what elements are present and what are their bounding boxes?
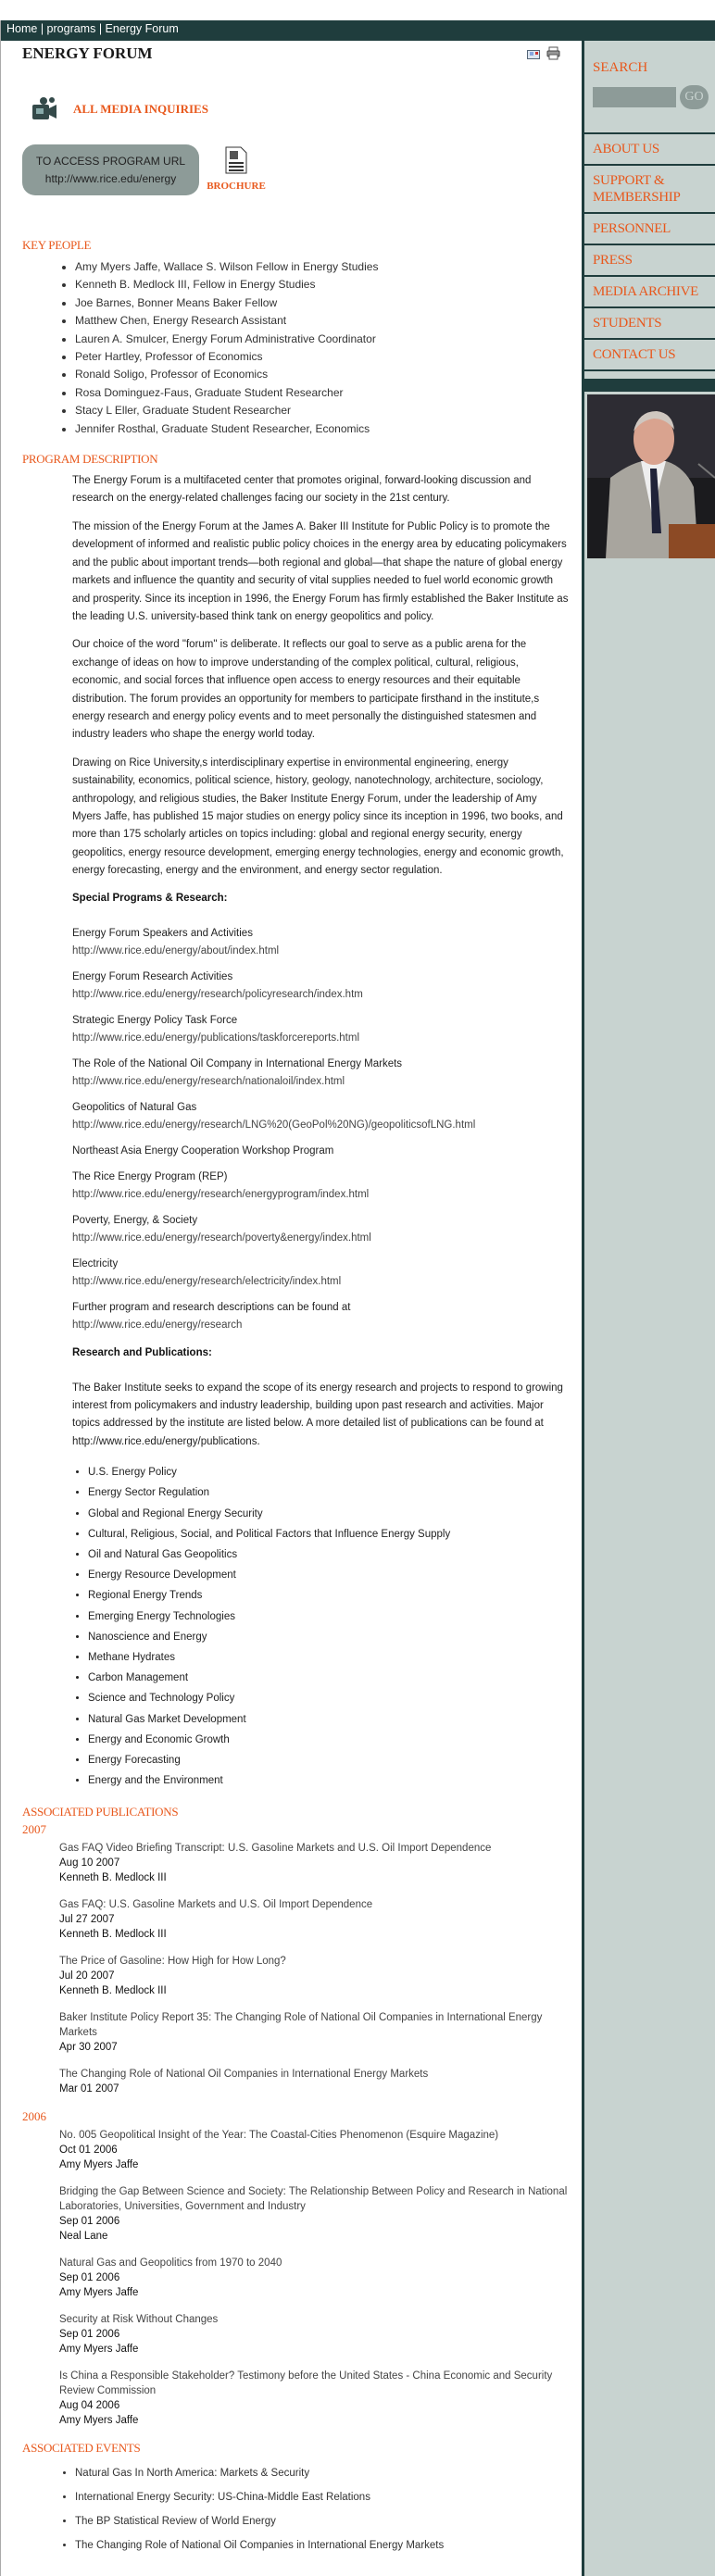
- sidebar-item-about-us[interactable]: ABOUT US: [584, 134, 715, 166]
- sidebar-item-support-membership[interactable]: SUPPORT & MEMBERSHIP: [584, 166, 715, 214]
- program-link-url[interactable]: http://www.rice.edu/energy/research/electricity/index.html: [72, 1275, 342, 1287]
- publication-item: [59, 2312, 569, 2357]
- brochure-label: BROCHURE: [207, 181, 266, 192]
- search-go-button[interactable]: GO: [680, 85, 709, 109]
- description-paragraph: Drawing on Rice University,s interdisciplinary expertise in environmental engineering, energy sustainability, economics, political science, history, geology, nanotechnology, architecture, sociology, anthropology, and religious studies, the Baker Institute Energy Forum, under the leadership of Amy Myers Jaffe, has published 15 major studies on energy policy since its inception in 1996, two books, and more than 175 scholarly articles on topics including: global and regional energy security, energy geopolitics, energy resource development, emerging energy technologies, energy and economic growth, energy forecasting, energy and the environment, and energy sector regulation.: [72, 757, 564, 877]
- sidebar-item-media-archive[interactable]: MEDIA ARCHIVE: [584, 277, 715, 308]
- publication-item: [59, 2010, 569, 2055]
- associated-publications-heading: ASSOCIATED PUBLICATIONS: [22, 1805, 179, 1819]
- print-icon[interactable]: [546, 46, 560, 60]
- topic-item: • Energy Sector Regulation: [88, 1482, 569, 1503]
- events-list: [75, 2461, 569, 2557]
- program-link-item[interactable]: [72, 1056, 569, 1091]
- breadcrumb-separator: |: [95, 22, 106, 35]
- key-people-section: [22, 237, 569, 438]
- program-link-title: Further program and research descriptions can be found at: [72, 1301, 351, 1313]
- program-link-item[interactable]: [72, 1299, 569, 1334]
- topic-item: • Science and Technology Policy: [88, 1688, 569, 1708]
- sidebar-item-press[interactable]: PRESS: [584, 245, 715, 277]
- program-link-url[interactable]: http://www.rice.edu/energy/research/poverty&energy/index.html: [72, 1232, 371, 1244]
- publication-date: Aug 04 2006: [59, 2400, 120, 2412]
- topic-item: • Energy Resource Development: [88, 1565, 569, 1585]
- program-link-url[interactable]: http://www.rice.edu/energy/research/LNG%20(GeoPol%20NG)/geopoliticsofLNG.html: [72, 1119, 476, 1131]
- event-item[interactable]: • The Changing Role of National Oil Companies in International Energy Markets: [75, 2533, 569, 2557]
- key-person-item[interactable]: • Jennifer Rosthal, Graduate Student Researcher, Economics: [75, 420, 569, 438]
- topic-item: • Nanoscience and Energy: [88, 1627, 569, 1647]
- publication-title[interactable]: Gas FAQ Video Briefing Transcript: U.S. Gasoline Markets and U.S. Oil Import Dependence: [59, 1843, 492, 1855]
- program-link-title: Poverty, Energy, & Society: [72, 1214, 198, 1226]
- speaker-photo: [587, 394, 715, 558]
- key-person-item[interactable]: • Lauren A. Smulcer, Energy Forum Administrative Coordinator: [75, 331, 569, 348]
- publication-date: Jul 27 2007: [59, 1914, 115, 1926]
- key-person-item[interactable]: • Joe Barnes, Bonner Means Baker Fellow: [75, 294, 569, 312]
- speaker-photo-image: [587, 394, 715, 558]
- publication-item: [59, 1841, 569, 1885]
- program-link-title: Northeast Asia Energy Cooperation Workshop Program: [72, 1144, 334, 1157]
- publication-author: Amy Myers Jaffe: [59, 2287, 139, 2299]
- program-link-title: Energy Forum Speakers and Activities: [72, 927, 253, 939]
- key-person-item[interactable]: • Matthew Chen, Energy Research Assistant: [75, 312, 569, 330]
- program-link-url[interactable]: http://www.rice.edu/energy/about/index.html: [72, 944, 280, 957]
- publication-item: [59, 2256, 569, 2300]
- publication-author: Kenneth B. Medlock III: [59, 1872, 167, 1884]
- program-link-item[interactable]: [72, 1143, 569, 1160]
- program-link-item[interactable]: [72, 1169, 569, 1204]
- publication-item: [59, 2184, 569, 2244]
- special-programs-heading: Special Programs & Research:: [72, 892, 228, 904]
- document-icon: [225, 146, 247, 174]
- program-link-item[interactable]: [72, 1012, 569, 1047]
- program-link-title: Geopolitics of Natural Gas: [72, 1101, 197, 1113]
- publication-title[interactable]: Baker Institute Policy Report 35: The Changing Role of National Oil Companies in International Energy Markets: [59, 2012, 543, 2039]
- publication-list: [59, 2128, 569, 2428]
- publication-date: Apr 30 2007: [59, 2042, 118, 2054]
- program-link-url[interactable]: http://www.rice.edu/energy/research/energyprogram/index.html: [72, 1188, 370, 1200]
- sidebar: [582, 41, 715, 2576]
- program-url-caption: TO ACCESS PROGRAM URL: [35, 155, 186, 168]
- key-people-heading: KEY PEOPLE: [22, 238, 92, 252]
- publication-date: Sep 01 2006: [59, 2272, 120, 2284]
- topic-item: • Cultural, Religious, Social, and Political Factors that Influence Energy Supply: [88, 1524, 569, 1544]
- program-link-item[interactable]: [72, 925, 569, 960]
- program-link-title: The Rice Energy Program (REP): [72, 1170, 228, 1182]
- publication-item: [59, 2128, 569, 2172]
- publication-author: Kenneth B. Medlock III: [59, 1929, 167, 1941]
- sidebar-nav: [584, 132, 715, 371]
- key-person-item[interactable]: • Ronald Soligo, Professor of Economics: [75, 366, 569, 383]
- nav-divider: [584, 379, 715, 392]
- page-tools: [527, 46, 560, 63]
- email-icon[interactable]: [527, 49, 540, 60]
- publication-title[interactable]: The Price of Gasoline: How High for How Long?: [59, 1956, 286, 1968]
- publication-date: Jul 20 2007: [59, 1970, 115, 1982]
- publication-title[interactable]: Gas FAQ: U.S. Gasoline Markets and U.S. Oil Import Dependence: [59, 1899, 373, 1911]
- publication-author: Neal Lane: [59, 2231, 108, 2243]
- publication-title[interactable]: Bridging the Gap Between Science and Society: The Relationship Between Policy and Research in National Laboratories, Universities, Government and Industry: [59, 2186, 568, 2213]
- program-link-item[interactable]: [72, 1212, 569, 1247]
- program-link-title: Strategic Energy Policy Task Force: [72, 1014, 238, 1026]
- key-person-item[interactable]: • Peter Hartley, Professor of Economics: [75, 348, 569, 366]
- topic-item: • Methane Hydrates: [88, 1647, 569, 1668]
- main-content: [0, 20, 582, 2576]
- description-paragraph: Our choice of the word "forum" is deliberate. It reflects our goal to serve as a public arena for the exchange of ideas on how to improve understanding of the complex political, cultural, religious, economic, and social forces that influence open access to energy resources and their equitable distribution. The forum provides an opportunity for members to participate firsthand in the institute,s energy research and energy policy events and to meet personally the distinguished statesmen and industry leaders who shape the energy world today.: [72, 639, 540, 741]
- publication-title[interactable]: Natural Gas and Geopolitics from 1970 to 2040: [59, 2257, 282, 2270]
- topic-item: • Global and Regional Energy Security: [88, 1504, 569, 1524]
- publication-author: Amy Myers Jaffe: [59, 2344, 139, 2356]
- topic-item: • Energy and the Environment: [88, 1770, 569, 1791]
- sidebar-item-personnel[interactable]: PERSONNEL: [584, 214, 715, 245]
- breadcrumb-current: Energy Forum: [105, 22, 179, 35]
- publication-author: Amy Myers Jaffe: [59, 2415, 139, 2427]
- program-link-item[interactable]: [72, 1256, 569, 1291]
- publication-year: 2007: [22, 1822, 46, 1837]
- program-link-title: Electricity: [72, 1257, 119, 1269]
- research-paragraph: The Baker Institute seeks to expand the scope of its energy research and projects to respond to growing interest from policymakers and industry leadership, building upon past research and activities. Major topics addressed by the institute are listed below. A more detailed list of publications can be found at http://www.rice.edu/energy/publications.: [72, 1382, 563, 1447]
- brochure-link[interactable]: [207, 146, 266, 192]
- associated-events-heading: ASSOCIATED EVENTS: [22, 2441, 141, 2456]
- topic-item: • Carbon Management: [88, 1668, 569, 1688]
- breadcrumb-programs[interactable]: programs: [46, 22, 96, 35]
- research-publications-heading: Research and Publications:: [72, 1346, 212, 1358]
- program-link-url[interactable]: http://www.rice.edu/energy/publications/taskforcereports.html: [72, 1032, 360, 1044]
- topic-item: • Natural Gas Market Development: [88, 1709, 569, 1730]
- publication-date: Sep 01 2006: [59, 2216, 120, 2228]
- publication-item: [59, 1954, 569, 1998]
- program-url: http://www.rice.edu/energy: [44, 172, 177, 185]
- publication-author: Amy Myers Jaffe: [59, 2159, 139, 2171]
- publication-year: 2006: [22, 2109, 46, 2124]
- program-description-section: [22, 451, 569, 1791]
- publication-date: Aug 10 2007: [59, 1857, 120, 1869]
- publication-title[interactable]: Is China a Responsible Stakeholder? Testimony before the United States - China Economic and Security Review Commission: [59, 2370, 553, 2397]
- media-inquiries-label: ALL MEDIA INQUIRIES: [73, 102, 208, 116]
- associated-events-section: [22, 2440, 569, 2557]
- topic-item: • Regional Energy Trends: [88, 1585, 569, 1606]
- publication-date: Sep 01 2006: [59, 2329, 120, 2341]
- publication-author: Kenneth B. Medlock III: [59, 1985, 167, 1997]
- breadcrumb-home[interactable]: Home: [6, 22, 38, 35]
- program-link-url[interactable]: http://www.rice.edu/energy/research: [72, 1319, 243, 1331]
- description-paragraph: The mission of the Energy Forum at the James A. Baker III Institute for Public Policy is to promote the development of informed and realistic public policy choices in the energy area by educating policymakers and the public about important trends—both regional and global—that shape the nature of global energy markets and influence the quantity and security of vital supplies needed to fuel world economic growth and prosperity. Since its inception in 1996, the Energy Forum has firmly established the Baker Institute as the leading U.S. university-based think tank on energy geopolitics and policy.: [72, 520, 569, 622]
- topic-item: • Oil and Natural Gas Geopolitics: [88, 1544, 569, 1565]
- program-description-heading: PROGRAM DESCRIPTION: [22, 452, 158, 467]
- topic-item: • Energy Forecasting: [88, 1750, 569, 1770]
- sidebar-item-students[interactable]: STUDENTS: [584, 308, 715, 340]
- publication-item: [59, 2369, 569, 2428]
- topic-item: • Emerging Energy Technologies: [88, 1607, 569, 1627]
- associated-publications-section: [22, 1804, 569, 2428]
- media-inquiries-link[interactable]: [31, 96, 208, 122]
- publication-date: Mar 01 2007: [59, 2083, 119, 2095]
- sidebar-item-contact-us[interactable]: CONTACT US: [584, 340, 715, 371]
- program-link-title: The Role of the National Oil Company in International Energy Markets: [72, 1057, 403, 1069]
- publication-item: [59, 2067, 569, 2096]
- breadcrumb-separator: |: [37, 22, 47, 35]
- description-paragraph: The Energy Forum is a multifaceted center that promotes original, forward-looking discussion and research on the energy-related challenges facing our society in the 21st century.: [72, 475, 532, 505]
- publication-list: [59, 1841, 569, 2096]
- publication-item: [59, 1897, 569, 1942]
- key-people-list: [75, 258, 569, 438]
- program-link-item[interactable]: [72, 969, 569, 1004]
- page-header: [1, 20, 582, 237]
- program-link-item[interactable]: [72, 1099, 569, 1134]
- event-item[interactable]: • Natural Gas In North America: Markets & Security: [75, 2461, 569, 2485]
- topics-list: [72, 1462, 569, 1791]
- key-person-item[interactable]: • Kenneth B. Medlock III, Fellow in Energy Studies: [75, 276, 569, 294]
- key-person-item[interactable]: • Amy Myers Jaffe, Wallace S. Wilson Fellow in Energy Studies: [75, 258, 569, 276]
- publication-title[interactable]: No. 005 Geopolitical Insight of the Year: The Coastal-Cities Phenomenon (Esquire Magazine): [59, 2130, 499, 2142]
- event-item[interactable]: • International Energy Security: US-China-Middle East Relations: [75, 2485, 569, 2509]
- search-input[interactable]: [593, 87, 676, 107]
- publication-title[interactable]: Security at Risk Without Changes: [59, 2314, 219, 2326]
- program-link-title: Energy Forum Research Activities: [72, 970, 233, 982]
- program-link-url[interactable]: http://www.rice.edu/energy/research/nationaloil/index.html: [72, 1075, 345, 1087]
- topic-item: • U.S. Energy Policy: [88, 1462, 569, 1482]
- program-url-button[interactable]: [22, 144, 199, 195]
- page-title: ENERGY FORUM: [22, 44, 153, 62]
- program-link-url[interactable]: http://www.rice.edu/energy/research/policyresearch/index.htm: [72, 988, 363, 1000]
- key-person-item[interactable]: • Stacy L Eller, Graduate Student Researcher: [75, 402, 569, 419]
- event-item[interactable]: • The BP Statistical Review of World Energy: [75, 2509, 569, 2533]
- search-label: SEARCH: [593, 60, 648, 75]
- key-person-item[interactable]: • Rosa Dominguez-Faus, Graduate Student Researcher: [75, 384, 569, 402]
- topic-item: • Energy and Economic Growth: [88, 1730, 569, 1750]
- publication-title[interactable]: The Changing Role of National Oil Companies in International Energy Markets: [59, 2069, 429, 2081]
- publication-date: Oct 01 2006: [59, 2145, 118, 2157]
- video-camera-icon: [31, 96, 58, 122]
